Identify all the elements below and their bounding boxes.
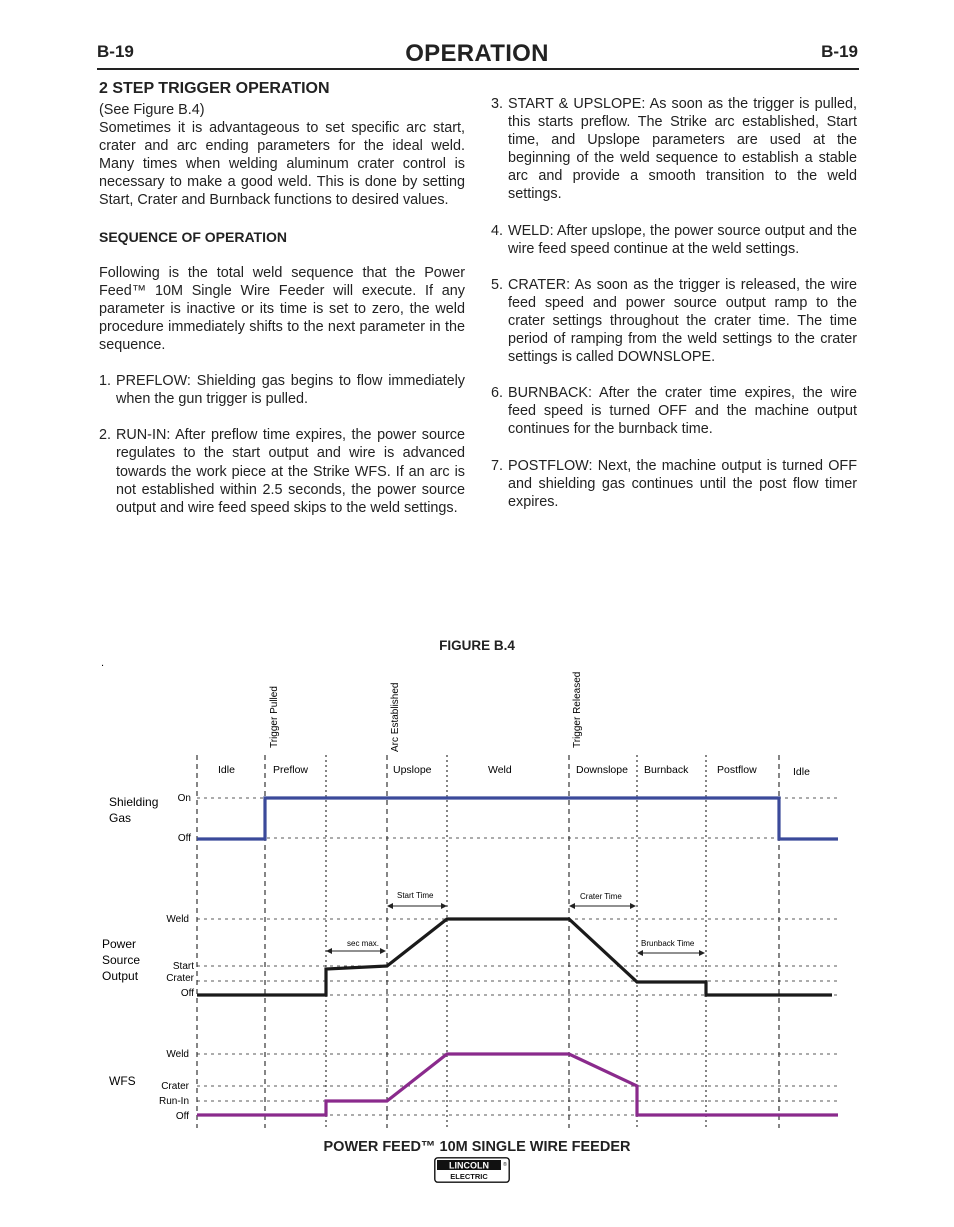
page-title: OPERATION [405, 40, 549, 67]
list-item-run-in [99, 426, 465, 516]
list-number: 7. [491, 457, 504, 474]
phase-idle-left: Idle [218, 764, 235, 776]
sequence-subheading: SEQUENCE OF OPERATION [99, 228, 287, 245]
figure-dot: . [101, 657, 105, 669]
right-column [491, 95, 857, 511]
list-item-start-upslope [491, 95, 857, 204]
phase-preflow: Preflow [273, 764, 309, 776]
list-text: CRATER: As soon as the trigger is released, the wire feed speed and power source output ramp to the crater settings throughout the crater time. The time period of ramping from the weld settings to the crater settings is called DOWNSLOPE. [508, 276, 857, 366]
list-item-postflow [491, 457, 857, 511]
power-label: Source [102, 953, 141, 967]
gas-label: Shielding [109, 795, 159, 809]
intro-paragraph: Sometimes it is advantageous to set specific arc start, crater and arc ending parameters for the ideal weld. Many times when welding aluminum crater control is necessary to make a good weld. This is done by setting Start, Crater and Burnback functions to desired values. [99, 120, 465, 209]
list-text: WELD: After upslope, the power source output and the wire feed speed continue at the weld settings. [508, 222, 857, 257]
phase-weld: Weld [488, 764, 512, 776]
list-number: 3. [491, 96, 504, 112]
phase-downslope: Downslope [576, 764, 628, 776]
lincoln-electric-logo [434, 1157, 510, 1183]
gas-label: Gas [109, 811, 132, 825]
list-number: 2. [99, 427, 112, 444]
list-item-preflow [99, 372, 465, 408]
list-text: START & UPSLOPE: As soon as the trigger is pulled, this starts preflow. The Strike arc established, Start time, and Upslope parameters are used at the beginning of the weld sequence to establish a stable arc and provide a smooth transition to the weld settings. [508, 96, 857, 203]
event-arc-established: Arc Established [390, 682, 401, 752]
sequence-paragraph: Following is the total weld sequence that the Power Feed™ 10M Single Wire Feeder will execute. If any parameter is inactive or its time is set to zero, the weld procedure immediately shifts to the next parameter in the sequence. [99, 264, 465, 354]
power-level-crater: Crater [166, 973, 194, 984]
crater-time-label: Crater Time [580, 892, 622, 901]
phase-upslope: Upslope [393, 764, 432, 776]
list-number: 5. [491, 276, 504, 293]
figure-caption: FIGURE B.4 [439, 638, 515, 653]
header-rule [97, 68, 859, 70]
section-heading: 2 STEP TRIGGER OPERATION [99, 80, 330, 97]
list-item-burnback [491, 384, 857, 438]
power-level-off: Off [180, 988, 194, 999]
page-number-left: B-19 [97, 42, 134, 61]
wfs-level-crater: Crater [161, 1081, 189, 1092]
list-text: RUN-IN: After preflow time expires, the power source regulates to the start output and wire is advanced towards the work piece at the Strike WFS. If an arc is not established within 2.5 seconds, the power source output and wire feed speed skips to the weld settings. [116, 427, 465, 516]
wfs-label: WFS [109, 1074, 136, 1088]
page-number-right: B-19 [821, 42, 858, 61]
list-text: BURNBACK: After the crater time expires, the wire feed speed is turned OFF and the machine output continues for the burnback time. [508, 385, 857, 438]
list-item-weld [491, 222, 857, 258]
left-column [99, 80, 465, 517]
logo-registered: ® [503, 1162, 507, 1168]
wfs-level-weld: Weld [166, 1049, 189, 1060]
list-number: 6. [491, 385, 504, 402]
gas-trace [197, 798, 838, 839]
gas-level-on: On [177, 793, 191, 804]
logo-text-top: LINCOLN [449, 1160, 489, 1171]
list-number: 4. [491, 222, 504, 239]
sec-max-label: sec max. [347, 939, 380, 948]
list-text: PREFLOW: Shielding gas begins to flow immediately when the gun trigger is pulled. [116, 373, 465, 408]
wfs-trace [197, 1054, 838, 1115]
phase-postflow: Postflow [717, 764, 757, 776]
footer-product-name: POWER FEED™ 10M SINGLE WIRE FEEDER [323, 1139, 631, 1155]
gas-level-off: Off [177, 833, 191, 844]
event-trigger-pulled: Trigger Pulled [269, 686, 280, 748]
wfs-level-run-in: Run-In [158, 1096, 189, 1107]
power-level-weld: Weld [166, 914, 189, 925]
start-time-label: Start Time [397, 891, 434, 900]
power-trace [197, 919, 832, 995]
power-level-start: Start [172, 961, 194, 972]
logo-text-bottom: ELECTRIC [450, 1172, 488, 1181]
power-label: Output [102, 969, 139, 983]
list-item-crater [491, 276, 857, 366]
burnback-time-label: Brunback Time [641, 939, 695, 948]
list-text: POSTFLOW: Next, the machine output is turned OFF and shielding gas continues until the post flow timer expires. [508, 457, 857, 510]
phase-idle-right: Idle [793, 766, 810, 778]
power-label: Power [102, 937, 137, 951]
phase-burnback: Burnback [644, 764, 689, 776]
timing-diagram [0, 655, 954, 1135]
see-figure-note: (See Figure B.4) [99, 102, 205, 118]
wfs-level-off: Off [175, 1111, 189, 1122]
list-number: 1. [99, 373, 112, 390]
event-trigger-released: Trigger Released [572, 671, 583, 748]
